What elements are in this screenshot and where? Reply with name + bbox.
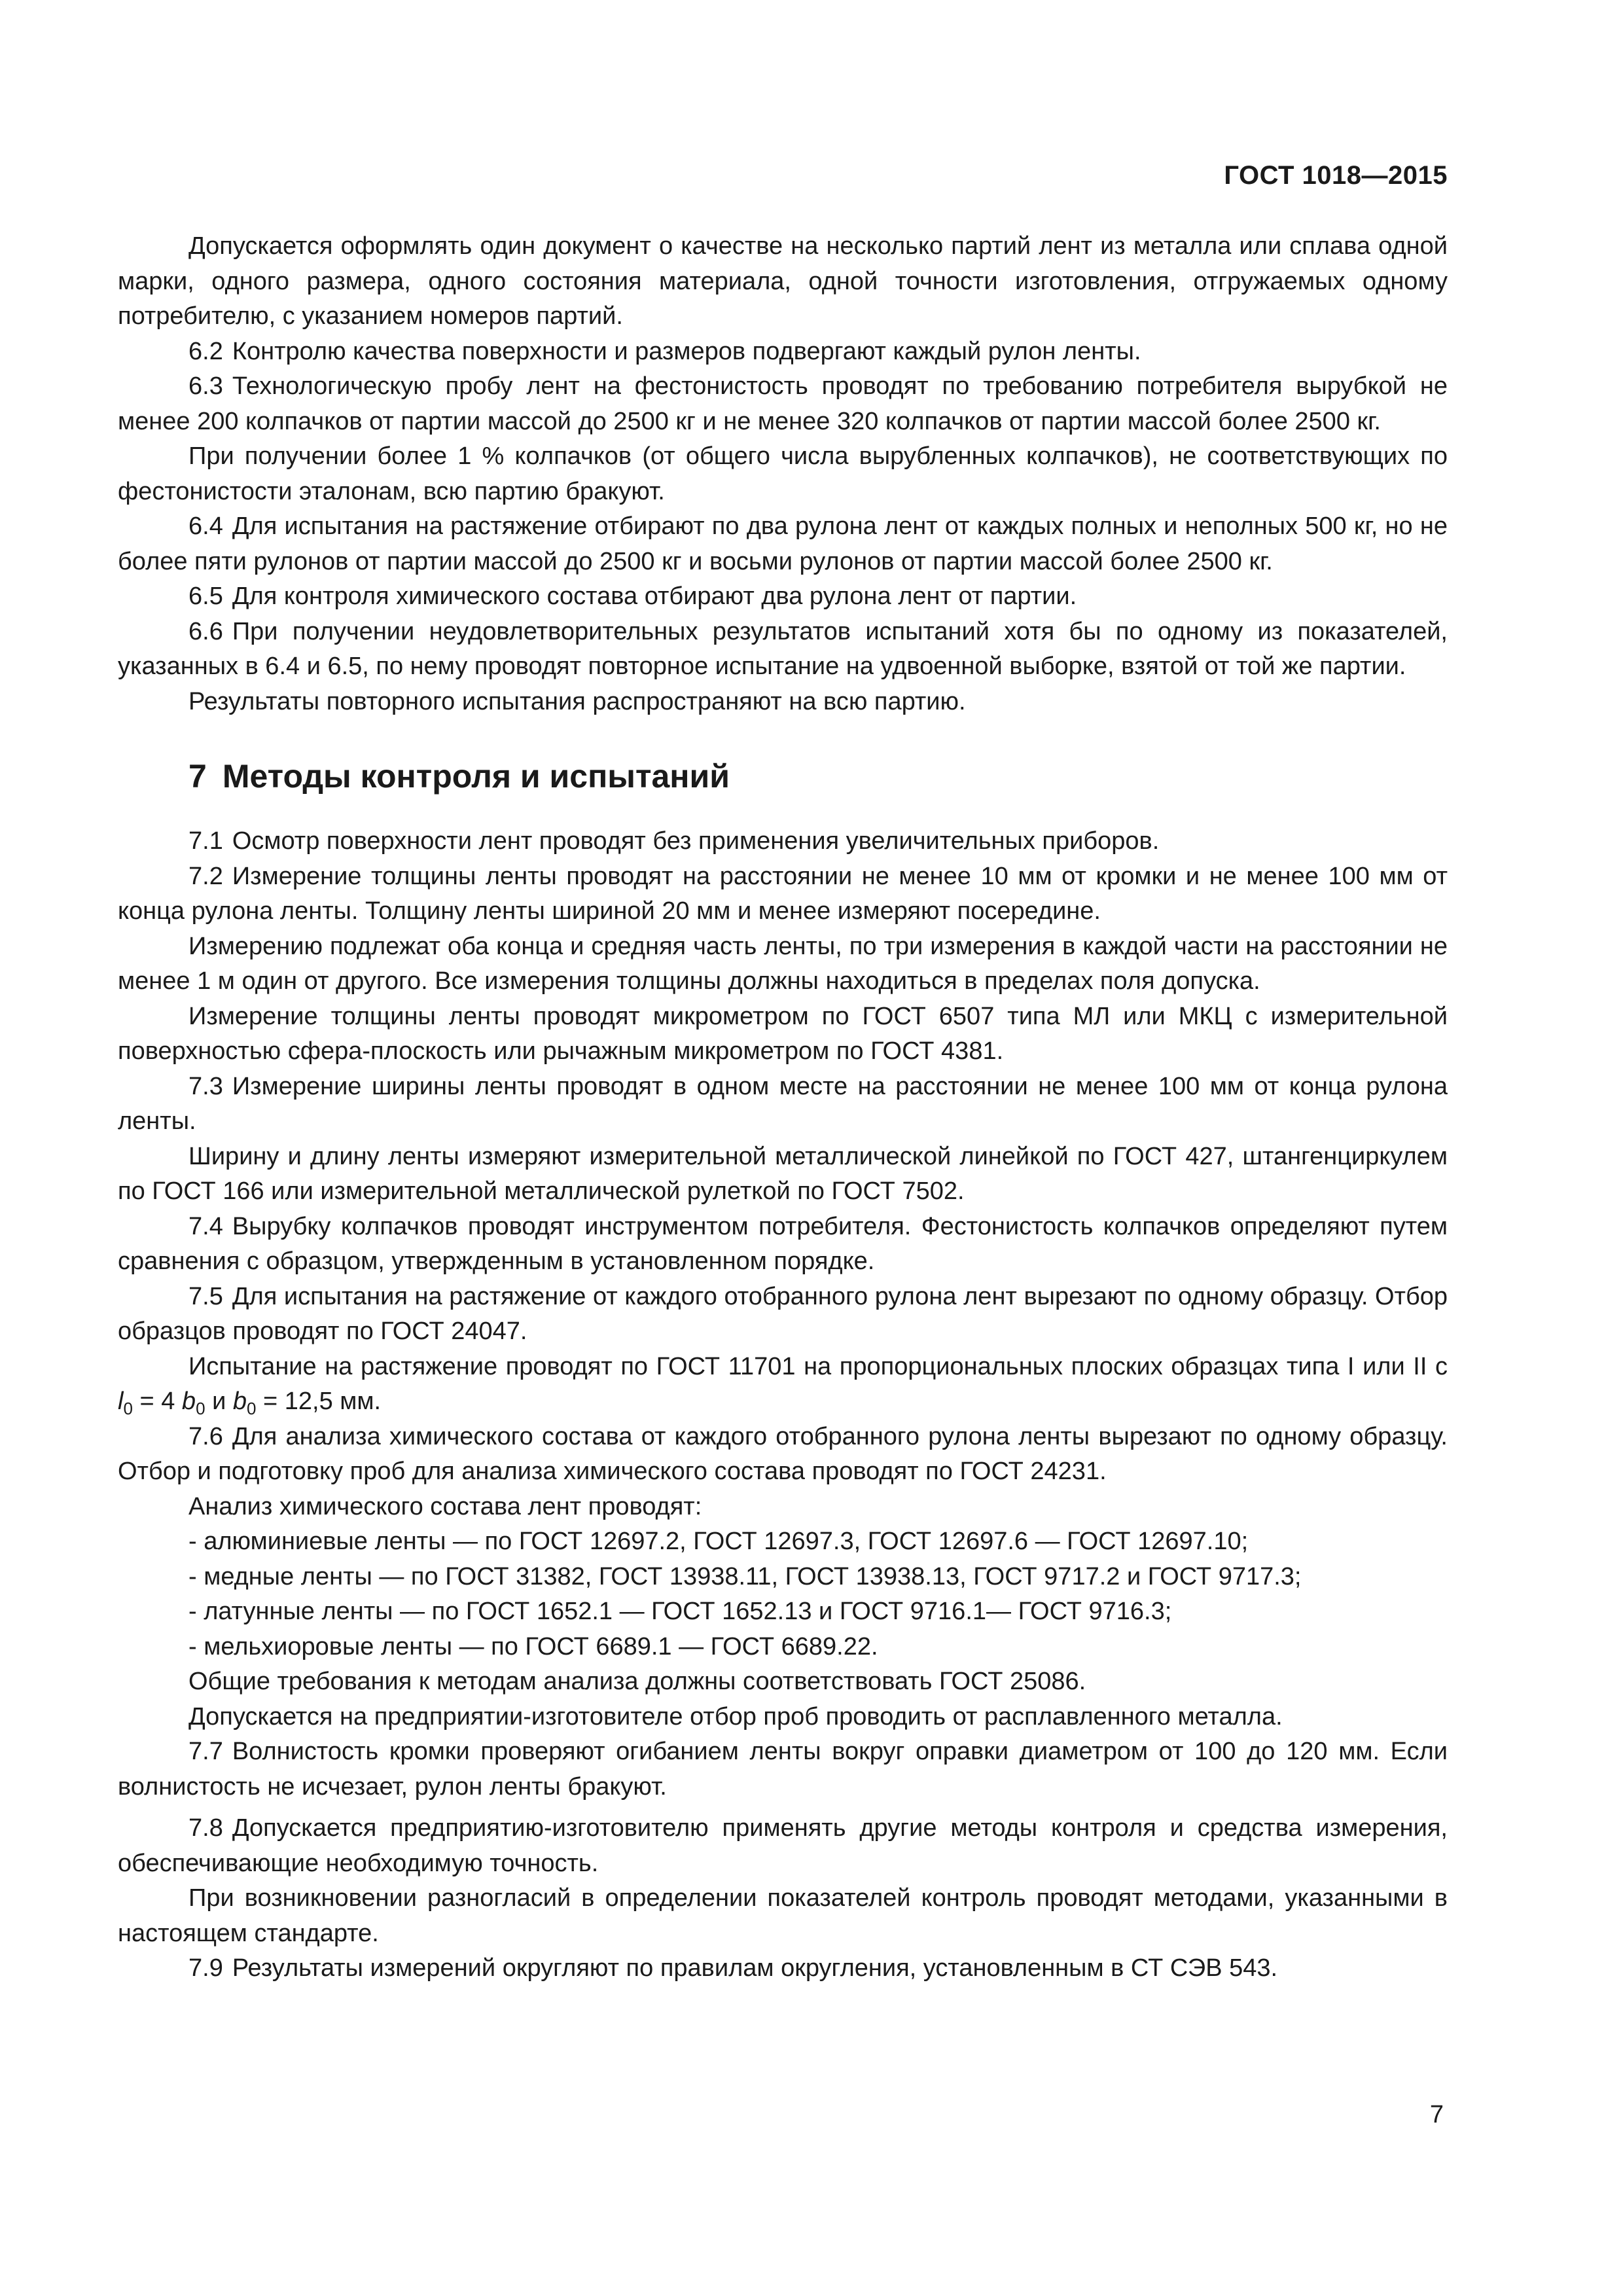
paragraph-number: 6.4 [188,512,223,540]
paragraph-6-2 [118,334,1448,370]
paragraph-number: 7.3 [188,1072,223,1100]
paragraph-7-2-micrometer: Измерение толщины ленты проводят микрометром по ГОСТ 6507 типа МЛ или МКЦ с измерительной поверхностью сфера-плоскость или рычажным микрометром по ГОСТ 4381. [118,1002,1448,1065]
paragraph-text: Измерение ширины ленты проводят в одном месте на расстоянии не менее 100 мм от конца рулона ленты. [118,1072,1448,1135]
formula-text: = 12,5 мм. [256,1388,382,1415]
paragraph-number: 7.5 [188,1282,223,1310]
formula-variable: l [118,1388,124,1415]
paragraph-text: При получении неудовлетворительных результатов испытаний хотя бы по одному из показателей, указанных в 6.4 и 6.5, по нему проводят повторное испытание на удвоенной выборке, взятой от той же партии. [118,617,1448,680]
paragraph-text: Контролю качества поверхности и размеров подвергают каждый рулон ленты. [232,337,1141,365]
paragraph-number: 7.8 [188,1814,223,1842]
paragraph-6-4 [118,509,1448,579]
paragraph-number: 6.6 [188,617,223,645]
formula-variable: b [232,1388,247,1415]
document-body [118,229,1448,1986]
paragraph-6-3 [118,369,1448,439]
paragraph-7-5-continued [118,1350,1448,1420]
paragraph-7-3 [118,1069,1448,1139]
paragraph-text: Технологическую пробу лент на фестонистость проводят по требованию потребителя вырубкой не менее 200 колпачков от партии массой до 2500 кг и не менее 320 колпачков от партии массой более 2500 кг. [118,372,1448,435]
list-item: - медные ленты — по ГОСТ 31382, ГОСТ 13938.11, ГОСТ 13938.13, ГОСТ 9717.2 и ГОСТ 9717.3; [188,1562,1302,1590]
formula-subscript: 0 [247,1399,257,1418]
paragraph-7-7 [118,1734,1448,1804]
paragraph-number: 7.6 [188,1422,223,1450]
paragraph-6-3-continued: При получении более 1 % колпачков (от общего числа вырубленных колпачков), не соответствующих по фестонистости эталонам, всю партию бракуют. [118,442,1448,505]
paragraph-7-9 [118,1951,1448,1986]
list-item: - алюминиевые ленты — по ГОСТ 12697.2, ГОСТ 12697.3, ГОСТ 12697.6 — ГОСТ 12697.10; [188,1528,1249,1555]
section-title: Методы контроля и испытаний [222,758,730,795]
formula-text: = 4 [132,1388,182,1415]
paragraph-7-6-intro: Анализ химического состава лент проводят: [188,1492,702,1520]
list-item: - мельхиоровые ленты — по ГОСТ 6689.1 — ГОСТ 6689.22. [188,1632,878,1660]
paragraph-7-8-continued: При возникновении разногласий в определении показателей контроль проводят методами, указанными в настоящем стандарте. [118,1884,1448,1947]
paragraph-number: 6.5 [188,583,223,610]
paragraph-7-1 [118,824,1448,859]
paragraph-text: Для контроля химического состава отбирают два рулона лент от партии. [232,583,1077,610]
section-number: 7 [188,758,207,795]
paragraph-number: 7.4 [188,1212,223,1240]
paragraph-6-5 [118,579,1448,615]
formula-text: Испытание на растяжение проводят по ГОСТ 11701 на пропорциональных плоских образцах типа I или II с [188,1352,1448,1380]
formula-text: и [205,1388,233,1415]
paragraph-text: Допускается предприятию-изготовителю применять другие методы контроля и средства измерения, обеспечивающие необходимую точность. [118,1814,1448,1877]
formula-variable: b [181,1388,196,1415]
paragraph-7-3-continued: Ширину и длину ленты измеряют измерительной металлической линейкой по ГОСТ 427, штангенциркулем по ГОСТ 166 или измерительной металлической рулеткой по ГОСТ 7502. [118,1142,1448,1205]
paragraph-text: Для анализа химического состава от каждого отобранного рулона ленты вырезают по одному образцу. Отбор и подготовку проб для анализа химического состава проводят по ГОСТ 24231. [118,1422,1448,1485]
paragraph-text: Вырубку колпачков проводят инструментом потребителя. Фестонистость колпачков определяют путем сравнения с образцом, утвержденным в установленном порядке. [118,1212,1448,1275]
paragraph-7-6-general: Общие требования к методам анализа должны соответствовать ГОСТ 25086. [188,1668,1086,1695]
paragraph-number: 6.3 [188,372,223,400]
paragraph-7-2 [118,859,1448,929]
paragraph-7-6 [118,1420,1448,1490]
paragraph-number: 7.1 [188,827,223,855]
paragraph-text: Осмотр поверхности лент проводят без применения увеличительных приборов. [232,827,1160,855]
paragraph-number: 7.7 [188,1738,223,1765]
paragraph-quality-document: Допускается оформлять один документ о качестве на несколько партий лент из металла или сплава одной марки, одного размера, одного состояния материала, одной точности изготовления, отгружаемых одному потребителю, с указанием номеров партий. [118,232,1448,330]
formula-subscript: 0 [196,1399,205,1418]
paragraph-7-5 [118,1280,1448,1350]
page-number: 7 [1429,2101,1444,2128]
paragraph-7-2-continued: Измерению подлежат оба конца и средняя часть ленты, по три измерения в каждой части на расстоянии не менее 1 м один от другого. Все измерения толщины должны находиться в пределах поля допуска. [118,932,1448,995]
paragraph-text: Для испытания на растяжение отбирают по два рулона лент от каждых полных и неполных 500 кг, но не более пяти рулонов от партии массой до 2500 кг и восьми рулонов от партии массой более 2500 кг. [118,512,1448,575]
paragraph-text: Для испытания на растяжение от каждого отобранного рулона лент вырезают по одному образцу. Отбор образцов проводят по ГОСТ 24047. [118,1282,1448,1345]
paragraph-7-6-molten: Допускается на предприятии-изготовителе отбор проб проводить от расплавленного металла. [188,1702,1283,1731]
document-code-header: ГОСТ 1018—2015 [1224,161,1448,190]
paragraph-number: 7.9 [188,1954,223,1982]
paragraph-text: Измерение толщины ленты проводят на расстоянии не менее 10 мм от кромки и не менее 100 мм от конца рулона ленты. Толщину ленты шириной 20 мм и менее измеряют посередине. [118,862,1448,925]
formula-subscript: 0 [123,1399,133,1418]
section-7-heading [118,753,1448,799]
paragraph-7-4 [118,1210,1448,1280]
paragraph-text: Результаты измерений округляют по правилам округления, установленным в СТ СЭВ 543. [232,1954,1278,1982]
paragraph-text: Волнистость кромки проверяют огибанием ленты вокруг оправки диаметром от 100 до 120 мм. Если волнистость не исчезает, рулон ленты бракуют. [118,1738,1448,1801]
list-item: - латунные ленты — по ГОСТ 1652.1 — ГОСТ 1652.13 и ГОСТ 9716.1— ГОСТ 9716.3; [188,1598,1172,1625]
paragraph-number: 6.2 [188,337,223,365]
paragraph-7-8 [118,1811,1448,1881]
paragraph-6-6 [118,615,1448,685]
paragraph-6-6-continued: Результаты повторного испытания распространяют на всю партию. [188,687,966,715]
paragraph-number: 7.2 [188,862,223,890]
